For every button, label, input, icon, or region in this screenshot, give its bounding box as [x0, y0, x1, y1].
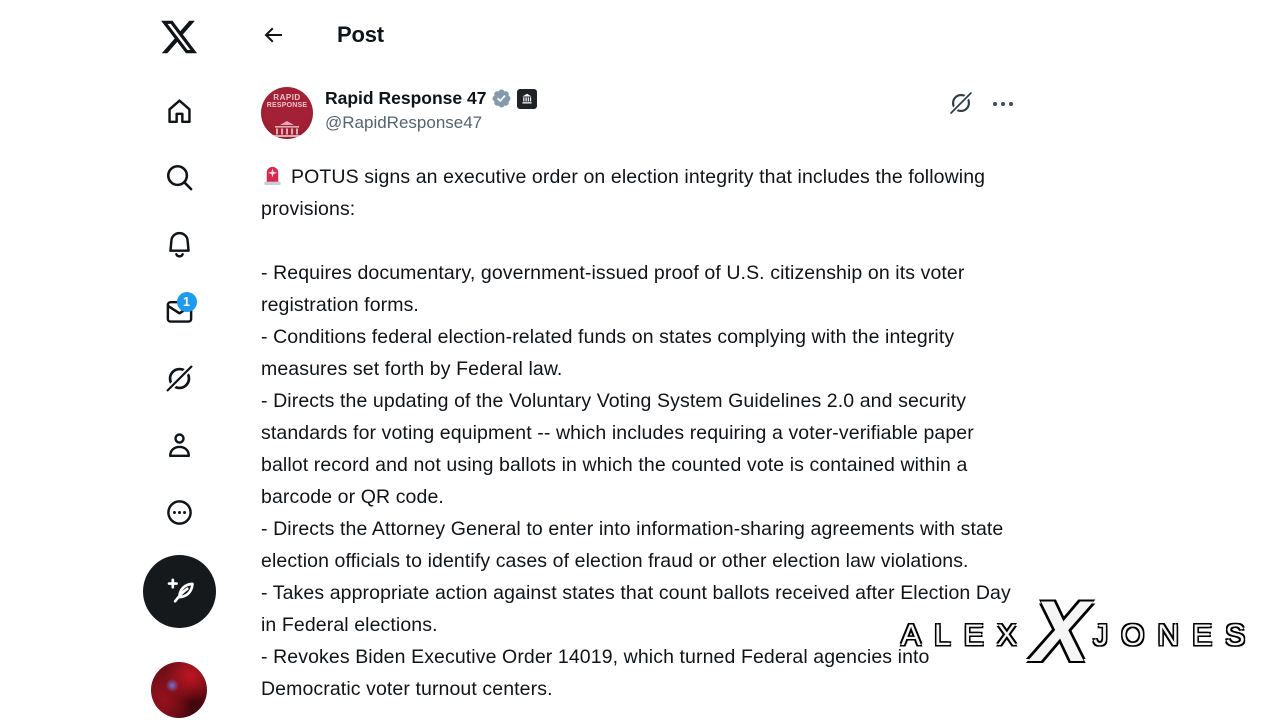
compose-button[interactable] [143, 555, 216, 628]
verified-badge-icon [491, 88, 512, 109]
home-icon [164, 96, 195, 127]
author-display-name[interactable]: Rapid Response 47 [325, 88, 487, 108]
watermark-x-logo: X [1031, 584, 1090, 680]
page-title: Post [337, 22, 384, 47]
sidebar-item-notifications[interactable] [155, 220, 203, 268]
grok-icon [948, 90, 974, 119]
messages-unread-badge: 1 [177, 292, 197, 312]
feather-plus-icon [162, 572, 198, 611]
siren-emoji-icon [261, 164, 284, 187]
post-paragraph: - Takes appropriate action against states that count ballots received after Election Day in Federal elections. [261, 582, 1011, 636]
sidebar-item-grok[interactable] [155, 354, 203, 402]
search-icon [164, 162, 195, 193]
post-author-avatar[interactable] [261, 87, 313, 139]
avatar-text-line1: RAPID [273, 93, 301, 102]
post-paragraph: - Directs the updating of the Voluntary Voting System Guidelines 2.0 and security standards for voting equipment -- which includes requiring a voter-verifiable paper ballot record and not using ballots in which the counted vote is contained within a barcode or QR code. [261, 390, 974, 508]
sidebar-item-explore[interactable] [155, 153, 203, 201]
grok-actions-button[interactable] [945, 88, 977, 120]
white-house-illustration [267, 121, 307, 137]
watermark-text-right: JONES [1093, 619, 1259, 652]
paragraph-gap [261, 225, 1019, 257]
watermark-text-left: ALEX [901, 619, 1030, 652]
avatar-text-line2: RESPONSE [266, 102, 308, 110]
x-logo[interactable] [157, 15, 201, 59]
post-body [261, 161, 1019, 705]
post-paragraph: - Requires documentary, government-issued proof of U.S. citizenship on its voter registration forms. [261, 262, 965, 316]
author-handle[interactable]: @RapidResponse47 [325, 113, 483, 132]
post-paragraph: - Revokes Biden Executive Order 14019, which turned Federal agencies into Democratic voter turnout centers. [261, 646, 930, 700]
x-logo-icon [159, 17, 199, 57]
sidebar-item-home[interactable] [155, 87, 203, 135]
affiliation-building-badge[interactable] [517, 89, 537, 109]
post-paragraph: - Conditions federal election-related funds on states complying with the integrity measures set forth by Federal law. [261, 326, 955, 380]
more-options-button[interactable] [986, 92, 1020, 116]
sidebar-item-more[interactable] [155, 488, 203, 536]
grok-icon [164, 363, 195, 394]
arrow-left-icon [261, 23, 285, 50]
ellipsis-icon [993, 102, 1014, 107]
bell-icon [164, 229, 195, 260]
more-circle-icon [164, 497, 195, 528]
post-paragraph: - Directs the Attorney General to enter into information-sharing agreements with state election officials to identify cases of election fraud or other election law violations. [261, 518, 1004, 572]
sidebar-item-messages[interactable] [155, 287, 203, 335]
envelope-icon [164, 296, 195, 327]
back-button[interactable] [251, 14, 295, 58]
post-paragraph: POTUS signs an executive order on election integrity that includes the following provisions: [261, 166, 986, 220]
sidebar-item-profile[interactable] [155, 421, 203, 469]
account-avatar[interactable] [151, 662, 207, 718]
person-icon [164, 430, 195, 461]
